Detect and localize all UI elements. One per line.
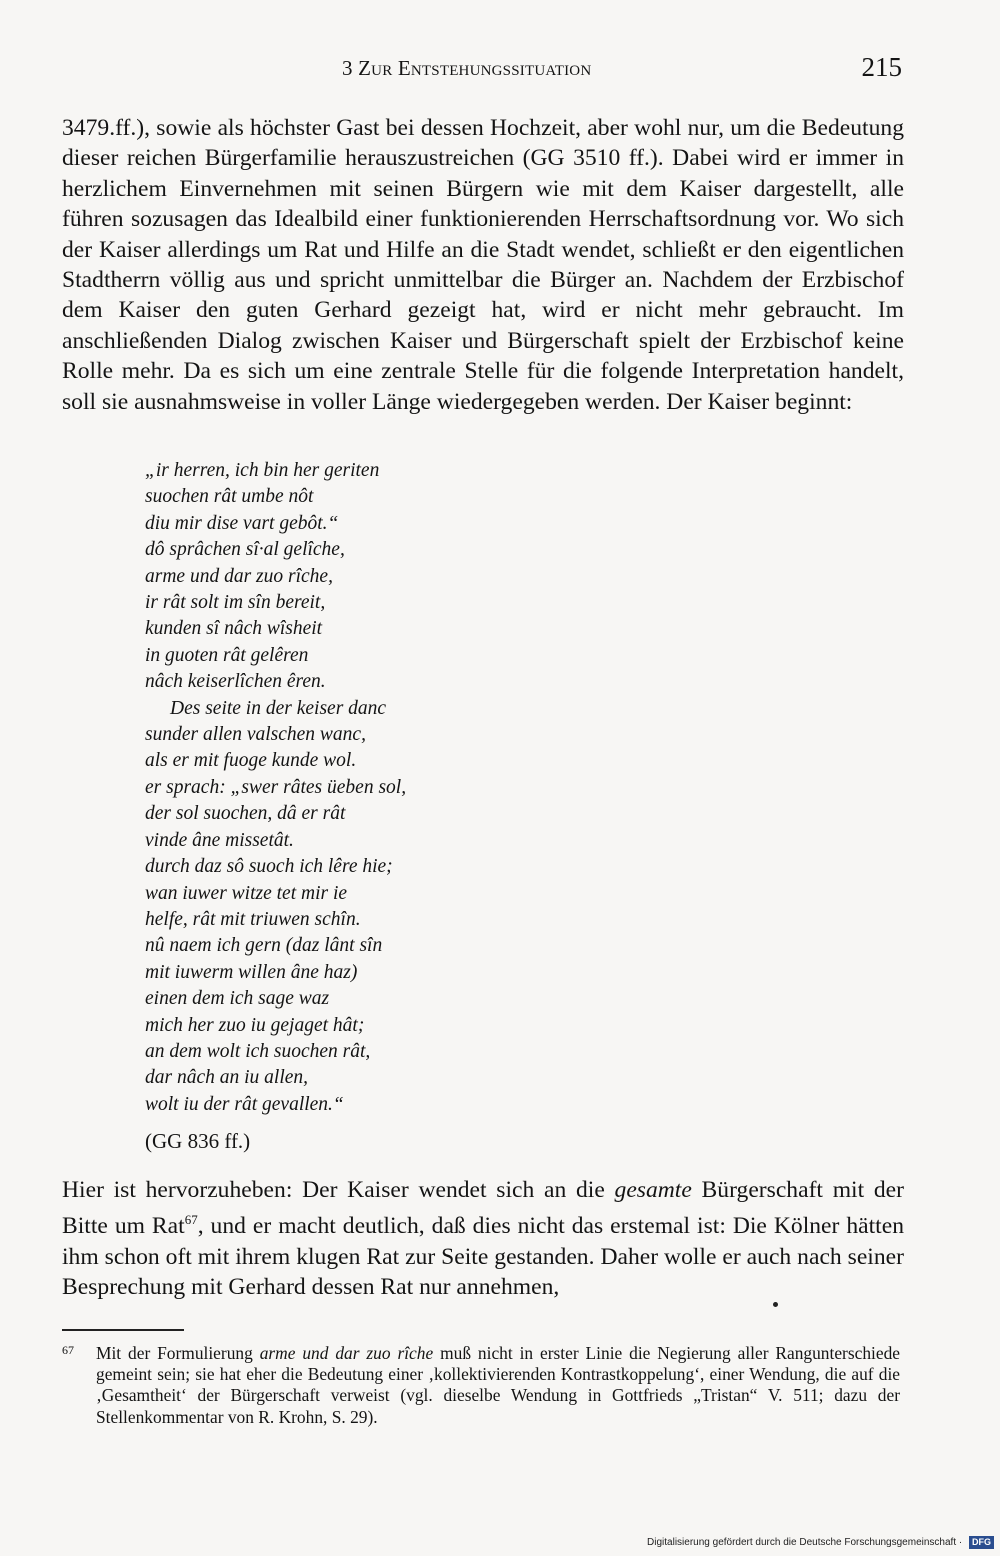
verse-line: an dem wolt ich suochen rât, bbox=[145, 1040, 371, 1062]
verse-line: suochen rât umbe nôt bbox=[145, 486, 314, 508]
verse-line: er sprach: „swer râtes üeben sol, bbox=[145, 776, 407, 798]
verse-line: einen dem ich sage waz bbox=[145, 988, 330, 1010]
verse-line: nâch keiserlîchen êren. bbox=[145, 671, 326, 693]
verse-line: vinde âne missetât. bbox=[145, 829, 294, 851]
running-head: 3 Zur Entstehungssituation bbox=[342, 56, 592, 80]
footnote-text-a: Mit der Formulierung bbox=[96, 1343, 260, 1363]
verse-line: kunden sî nâch wîsheit bbox=[145, 618, 323, 640]
footnote-quote: arme und dar zuo rîche bbox=[259, 1343, 434, 1363]
verse-line: mich her zuo iu gejaget hât; bbox=[145, 1014, 365, 1036]
paragraph-2-text-c: , und er macht deutlich, daß dies nicht das erstemal ist: Die Kölner hätten ihm schon oft mit ihrem klugen Rat zur Seite gestanden. Daher wolle er auch nach seiner Besprechung mit Gerhard dessen Rat nur annehmen, bbox=[62, 1213, 904, 1301]
verse-line: dô sprâchen sî·al gelîche, bbox=[145, 539, 345, 561]
verse-line: wan iuwer witze tet mir ie bbox=[145, 882, 348, 904]
verse-line: arme und dar zuo rîche, bbox=[145, 565, 333, 587]
verse-line: wolt iu der rât gevallen.“ bbox=[145, 1093, 344, 1115]
paragraph-1-text: 3479.ff.), sowie als höchster Gast bei dessen Hochzeit, aber wohl nur, um die Bedeutung dieser reichen Bürgerfamilie herauszustreichen (GG 3510 ff.). Dabei wird er immer in herzlichem Einvernehmen mit seinen Bürgern wie mit dem Kaiser dargestellt, alle führen sozusagen das Idealbild einer funktionierenden Herrschaftsordnung vor. Wo sich der Kaiser allerdings um Rat und Hilfe an die Stadt wendet, schließt er den eigentlichen Stadtherrn völlig aus und spricht unmittelbar die Bürger an. Nachdem der Erzbischof dem Kaiser den guten Gerhard gezeigt hat, wird er nicht mehr gebraucht. Im anschließenden Dialog zwischen Kaiser und Bürgerschaft spielt der Erzbischof keine Rolle mehr. Da es sich um eine zentrale Stelle für die folgende Interpretation handelt, soll sie ausnahmsweise in voller Länge wiedergegeben werden. Der Kaiser beginnt: bbox=[62, 115, 904, 415]
paragraph-1 bbox=[62, 113, 904, 417]
verse-line: sunder allen valschen wanc, bbox=[145, 724, 366, 746]
verse-line: helfe, rât mit triuwen schîn. bbox=[145, 908, 361, 930]
page-header bbox=[342, 52, 902, 86]
verse-line: Des seite in der keiser danc bbox=[170, 697, 387, 719]
verse-quote bbox=[145, 458, 645, 1118]
paragraph-2 bbox=[62, 1175, 904, 1302]
verse-line: dar nâch an iu allen, bbox=[145, 1067, 309, 1089]
verse-line: diu mir dise vart gebôt.“ bbox=[145, 512, 339, 534]
digitization-footer bbox=[647, 1536, 994, 1549]
paragraph-2-text-b: Bürgerschaft mit der Bitte um Rat bbox=[62, 1177, 904, 1240]
verse-line: durch daz sô suoch ich lêre hie; bbox=[145, 856, 393, 878]
verse-line: in guoten rât gelêren bbox=[145, 644, 309, 666]
page-number: 215 bbox=[861, 52, 902, 82]
dfg-logo: DFG bbox=[969, 1536, 994, 1549]
footnote-text bbox=[96, 1343, 900, 1428]
verse-line: „ir herren, ich bin her geriten bbox=[145, 460, 380, 481]
funding-credit: Digitalisierung gefördert durch die Deutsche Forschungsgemeinschaft · bbox=[647, 1537, 963, 1549]
footnote-text-b: muß nicht in erster Linie die Negierung aller Rangunterschiede gemeint sein; sie hat eher die Bedeutung einer ‚kollektivierenden Kontrastkoppelung‘, einer Wendung, die auf die ‚Gesamtheit‘ der Bürgerschaft verweist (vgl. dieselbe Wendung in Gottfrieds „Tristan“ V. 511; dazu der Stellenkommentar von R. Krohn, S. 29). bbox=[96, 1343, 900, 1427]
verse-citation: (GG 836 ff.) bbox=[145, 1129, 251, 1153]
verse-line: ir rât solt im sîn bereit, bbox=[145, 592, 326, 614]
verse-line: der sol suochen, dâ er rât bbox=[145, 803, 346, 825]
paragraph-2-emphasis: gesamte bbox=[614, 1177, 692, 1203]
footnote-number: 67 bbox=[62, 1343, 74, 1357]
verse-line: mit iuwerm willen âne haz) bbox=[145, 961, 358, 983]
footnote-separator bbox=[62, 1329, 184, 1331]
footnote-reference[interactable]: 67 bbox=[184, 1212, 198, 1228]
stray-mark bbox=[773, 1302, 778, 1307]
verse-line: nû naem ich gern (daz lânt sîn bbox=[145, 935, 383, 957]
paragraph-2-text-a: Hier ist hervorzuheben: Der Kaiser wendet sich an die bbox=[62, 1177, 615, 1203]
verse-line: als er mit fuoge kunde wol. bbox=[145, 750, 357, 772]
footnote-67 bbox=[62, 1343, 900, 1428]
